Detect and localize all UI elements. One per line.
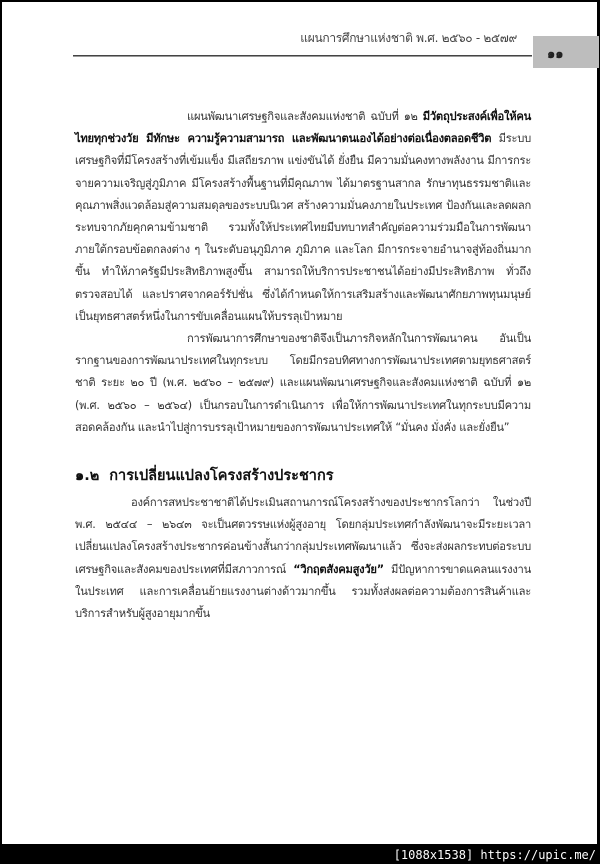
paragraph-1 [75,106,531,328]
section-title: การเปลี่ยนแปลงโครงสร้างประชากร [109,468,334,484]
paragraph-1-lead: แผนพัฒนาเศรษฐกิจและสังคมแห่งชาติ ฉบับที่ ๑๒ [187,110,423,123]
paragraph-1-rest: มีระบบเศรษฐกิจที่มีโครงสร้างที่เข้มแข็ง มีเสถียรภาพ แข่งขันได้ ยั่งยืน มีความมั่นคงทางพลังงาน มีการกระจายความเจริญสู่ภูมิภาค มีโครงสร้างพื้นฐานที่มีคุณภาพ ได้มาตรฐานสากล รักษาทุนธรรมชาติและคุณภาพสิ่งแวดล้อมสู่ความสมดุลของระบบนิเวศ สร้างความมั่นคงภายในประเทศ ป้องกันและลดผลกระทบจากภัยคุกคามข้ามชาติ รวมทั้งให้ประเทศไทยมีบทบาทสำคัญต่อความร่วมมือในการพัฒนาภายใต้กรอบข้อตกลงต่าง ๆ ในระดับอนุภูมิภาค ภูมิภาค และโลก มีการกระจายอำนาจสู่ท้องถิ่นมากขึ้น ทำให้ภาครัฐมีประสิทธิภาพสูงขึ้น สามารถให้บริการประชาชนได้อย่างมีประสิทธิภาพ ทั่วถึง ตรวจสอบได้ และปราศจากคอร์รัปชั่น ซึ่งได้กำหนดให้การเสริมสร้างและพัฒนาศักยภาพทุนมนุษย์เป็นยุทธศาสตร์หนึ่งในการขับเคลื่อนแผนให้บรรลุเป้าหมาย [75,132,531,323]
section-body [75,492,531,625]
paragraph-3 [75,492,531,625]
page-number-tab [533,36,599,68]
paragraph-3-rest: มีปัญหาการขาดแคลนแรงงานในประเทศ และการเคลื่อนย้ายแรงงานต่างด้าวมากขึ้น รวมทั้งส่งผลต่อความต้องการสินค้าและบริการสำหรับผู้สูงอายุมากขึ้น [75,562,531,621]
section-number: ๑.๒ [75,468,100,484]
paragraph-3-bold: “วิกฤตสังคมสูงวัย” [293,562,384,576]
paragraph-2: การพัฒนาการศึกษาของชาติจึงเป็นภารกิจหลักในการพัฒนาคน อันเป็นรากฐานของการพัฒนาประเทศในทุกระบบ โดยมีกรอบทิศทางการพัฒนาประเทศตามยุทธศาสตร์ชาติ ระยะ ๒๐ ปี (พ.ศ. ๒๕๖๐ – ๒๕๗๙) และแผนพัฒนาเศรษฐกิจและสังคมแห่งชาติ ฉบับที่ ๑๒ (พ.ศ. ๒๕๖๐ – ๒๕๖๔) เป็นกรอบในการดำเนินการ เพื่อให้การพัฒนาประเทศในทุกระบบมีความสอดคล้องกัน และนำไปสู่การบรรลุเป้าหมายของการพัฒนาประเทศให้ “มั่นคง มั่งคั่ง และยั่งยืน” [75,332,531,434]
body-text-block [75,106,531,439]
section-heading [75,464,334,487]
document-page [2,2,597,844]
header-rule [73,55,532,57]
page-number: ๑๑ [547,47,564,62]
image-host-watermark: [1088x1538] https://upic.me/ [393,848,596,862]
paragraph-1-bold: มีวัตถุประสงค์เพื่อให้คนไทยทุกช่วงวัย มีทักษะ ความรู้ความสามารถ และพัฒนาตนเองได้อย่างต่อเนื่องตลอดชีวิต [75,110,531,146]
paragraph-3-lead: องค์การสหประชาชาติได้ประเมินสถานการณ์โครงสร้างของประชากรโลกว่า ในช่วงปี พ.ศ. ๒๕๔๔ – ๒๖๔๓ จะเป็นศตวรรษแห่งผู้สูงอายุ โดยกลุ่มประเทศกำลังพัฒนาจะมีระยะเวลาเปลี่ยนแปลงโครงสร้างประชากรค่อนข้างสั้นกว่ากลุ่มประเทศพัฒนาแล้ว ซึ่งจะส่งผลกระทบต่อระบบเศรษฐกิจและสังคมของประเทศที่มีสภาวการณ์ [75,496,531,576]
running-header-title: แผนการศึกษาแห่งชาติ พ.ศ. ๒๕๖๐ - ๒๕๗๙ [300,31,517,45]
